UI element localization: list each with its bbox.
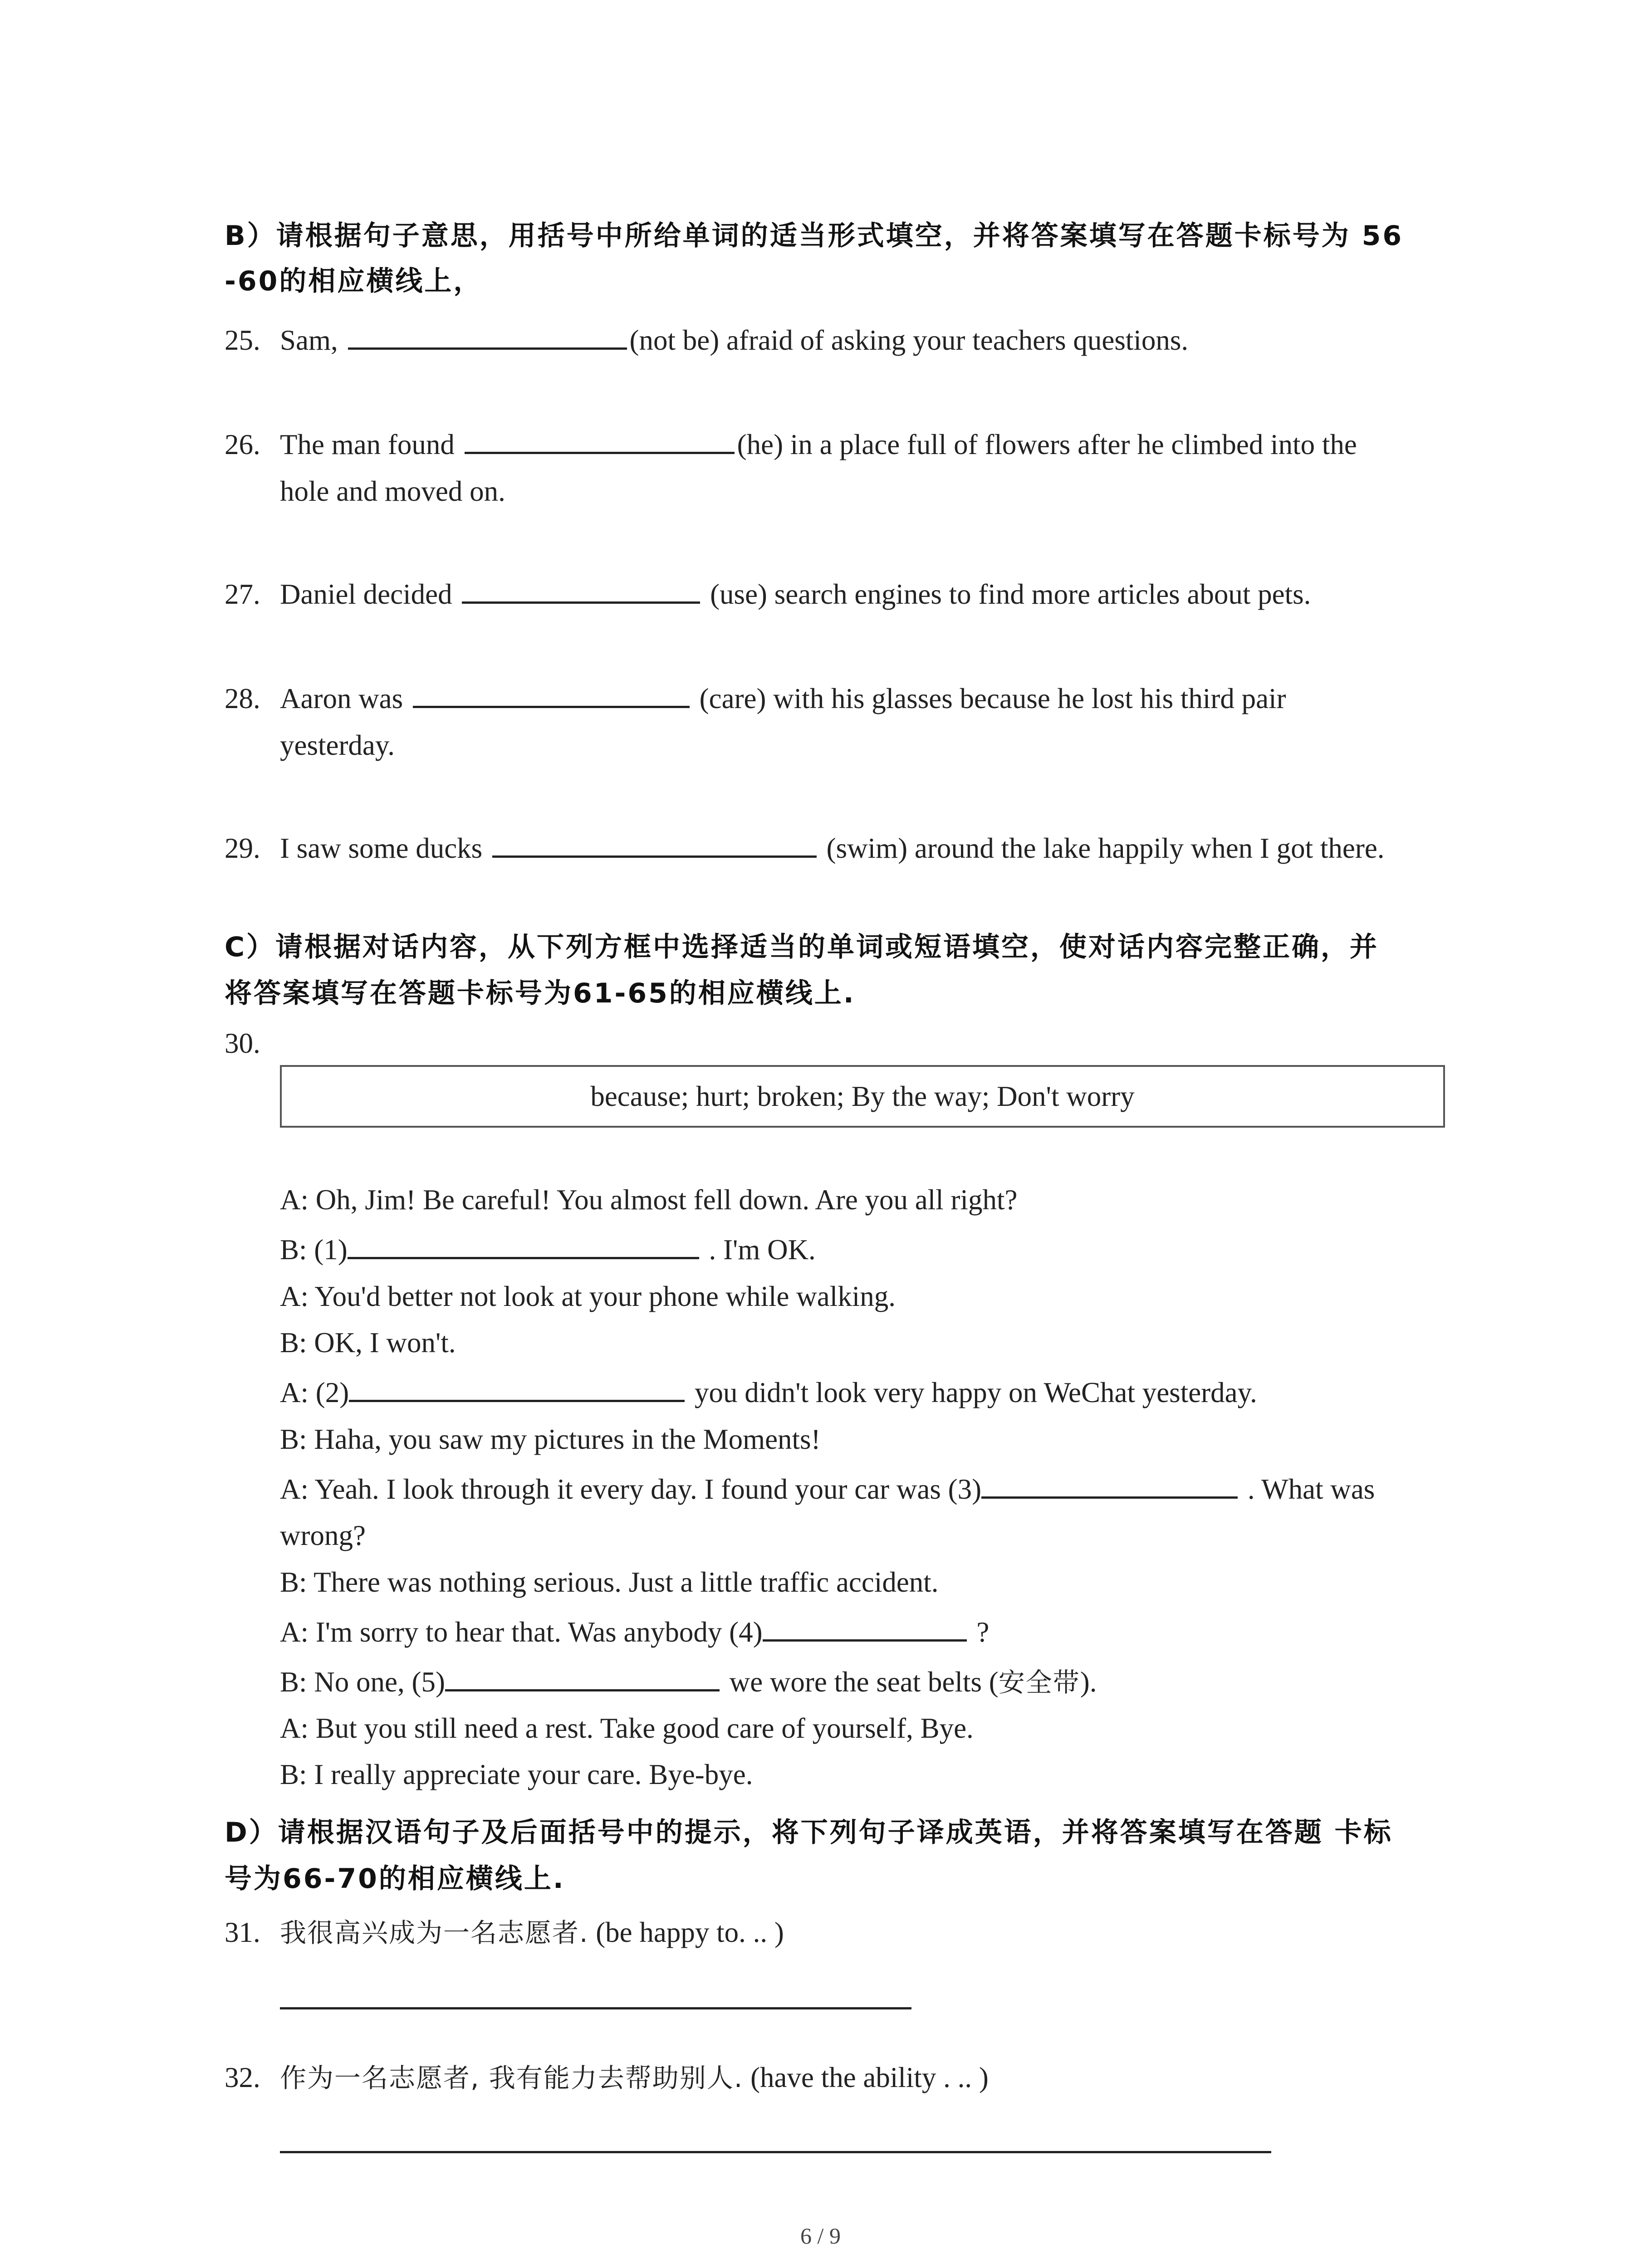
question-26-continued: hole and moved on. <box>280 475 505 507</box>
chinese-sentence: 我很高兴成为一名志愿者. <box>280 1917 589 1948</box>
question-text: (care) with his glasses because he lost his third pair <box>699 683 1286 714</box>
answer-blank-2[interactable] <box>349 1371 685 1402</box>
answer-blank[interactable] <box>348 318 627 350</box>
page-number: 6 / 9 <box>800 2223 841 2248</box>
question-text: (swim) around the lake happily when I got there. <box>826 832 1385 864</box>
question-text: (use) search engines to find more articles about pets. <box>710 578 1311 610</box>
dialogue-text: A: I'm sorry to hear that. Was anybody (4) <box>280 1616 763 1648</box>
dialogue-text: B: No one, (5) <box>280 1666 445 1698</box>
question-number: 27. <box>225 578 260 610</box>
section-b-heading-line1: B）请根据句子意思，用括号中所给单词的适当形式填空，并将答案填写在答题卡标号为 56 <box>225 220 1404 252</box>
dialogue-text: we wore the seat belts ( <box>729 1666 999 1698</box>
question-28-continued: yesterday. <box>280 729 395 761</box>
question-26 <box>280 422 1357 467</box>
section-c-heading-line2: 将答案填写在答题卡标号为61-65的相应横线上. <box>225 978 856 1009</box>
dialogue-line-1: A: Oh, Jim! Be careful! You almost fell down. Are you all right? <box>280 1184 1018 1216</box>
answer-blank-1[interactable] <box>348 1228 699 1259</box>
question-32 <box>280 2055 989 2101</box>
question-text: (not be) afraid of asking your teachers questions. <box>629 324 1189 356</box>
dialogue-text: . What was <box>1247 1473 1375 1505</box>
question-text: Aaron was <box>280 683 403 714</box>
dialogue-text: . I'm OK. <box>709 1234 816 1266</box>
answer-blank-3[interactable] <box>981 1467 1238 1499</box>
question-text: I saw some ducks <box>280 832 483 864</box>
answer-blank[interactable] <box>465 423 735 454</box>
dialogue-line-2 <box>280 1227 816 1272</box>
question-number: 32. <box>225 2062 260 2093</box>
hint-text: (have the ability . .. ) <box>743 2062 989 2093</box>
answer-line-31[interactable] <box>280 2007 911 2009</box>
dialogue-text: ? <box>976 1616 989 1648</box>
section-d-heading-line1: D）请根据汉语句子及后面括号中的提示，将下列句子译成英语，并将答案填写在答题 卡标 <box>225 1817 1393 1848</box>
dialogue-line-3: A: You'd better not look at your phone while walking. <box>280 1281 896 1312</box>
dialogue-line-11: A: But you still need a rest. Take good care of yourself, Bye. <box>280 1712 974 1744</box>
question-text: Daniel decided <box>280 578 452 610</box>
section-b-heading-line2: -60的相应横线上， <box>225 265 483 297</box>
question-27 <box>280 572 1311 617</box>
question-text: (he) in a place full of flowers after he climbed into the <box>737 429 1357 460</box>
dialogue-line-6: B: Haha, you saw my pictures in the Moments! <box>280 1423 821 1455</box>
word-choice-box: because; hurt; broken; By the way; Don't worry <box>280 1065 1445 1128</box>
dialogue-line-7 <box>280 1466 1375 1512</box>
dialogue-line-9 <box>280 1609 989 1655</box>
question-number: 31. <box>225 1916 260 1948</box>
question-29 <box>280 826 1385 871</box>
question-text: The man found <box>280 429 455 460</box>
answer-blank[interactable] <box>492 826 817 858</box>
dialogue-line-10 <box>280 1659 1097 1705</box>
section-d-heading-line2: 号为66-70的相应横线上. <box>225 1863 565 1895</box>
question-number: 26. <box>225 429 260 460</box>
dialogue-text: B: (1) <box>280 1234 348 1266</box>
dialogue-chinese-gloss: 安全带 <box>998 1667 1080 1698</box>
question-31 <box>280 1910 784 1955</box>
question-number: 30. <box>225 1027 260 1059</box>
section-c-heading-line1: C）请根据对话内容，从下列方框中选择适当的单词或短语填空，使对话内容完整正确，并 <box>225 931 1379 963</box>
dialogue-line-8: B: There was nothing serious. Just a little traffic accident. <box>280 1566 939 1598</box>
dialogue-line-7-continued: wrong? <box>280 1520 366 1551</box>
dialogue-line-12: B: I really appreciate your care. Bye-bye. <box>280 1759 753 1790</box>
hint-text: (be happy to. .. ) <box>588 1916 784 1948</box>
question-25 <box>280 318 1188 363</box>
chinese-sentence: 作为一名志愿者, 我有能力去帮助别人. <box>280 2063 744 2093</box>
dialogue-text: A: (2) <box>280 1377 349 1408</box>
question-number: 25. <box>225 324 260 356</box>
question-28 <box>280 676 1286 721</box>
dialogue-line-5 <box>280 1370 1257 1415</box>
question-number: 29. <box>225 832 260 864</box>
answer-line-32[interactable] <box>280 2151 1271 2153</box>
question-text: Sam, <box>280 324 338 356</box>
dialogue-text: A: Yeah. I look through it every day. I found your car was (3) <box>280 1473 982 1505</box>
dialogue-line-4: B: OK, I won't. <box>280 1327 456 1359</box>
dialogue-text: ). <box>1080 1666 1097 1698</box>
answer-blank[interactable] <box>413 677 690 708</box>
answer-blank-4[interactable] <box>763 1610 967 1642</box>
dialogue-text: you didn't look very happy on WeChat yesterday. <box>694 1377 1257 1408</box>
answer-blank[interactable] <box>462 572 700 604</box>
question-number: 28. <box>225 683 260 714</box>
answer-blank-5[interactable] <box>445 1660 720 1691</box>
